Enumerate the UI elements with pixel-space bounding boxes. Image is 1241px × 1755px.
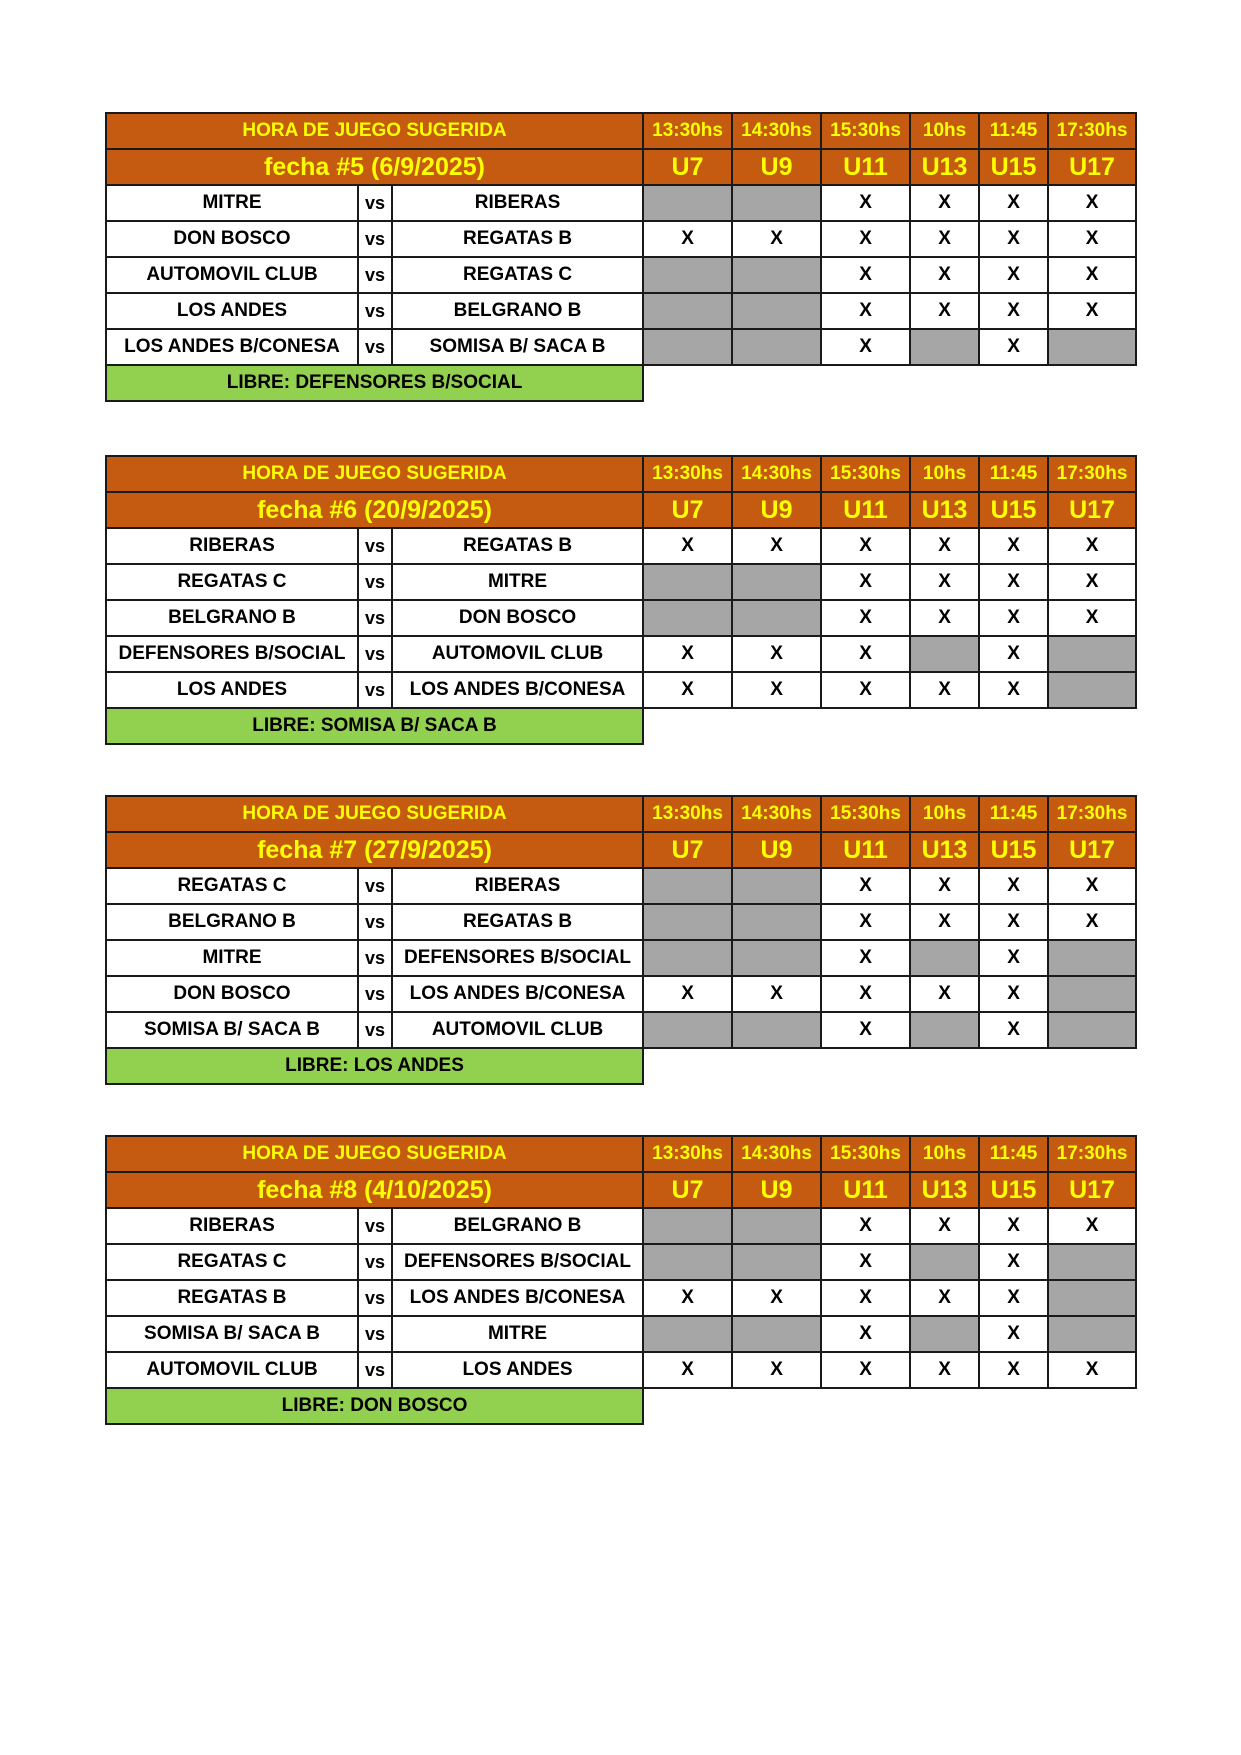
category-plays-cell: X	[979, 293, 1048, 329]
suggested-time-row	[106, 796, 1136, 832]
category-not-played-cell	[643, 1208, 732, 1244]
category-plays-cell: X	[821, 221, 910, 257]
category-not-played-cell	[643, 600, 732, 636]
match-row	[106, 1352, 1136, 1388]
category-plays-cell: X	[821, 1280, 910, 1316]
category-not-played-cell	[1048, 1280, 1136, 1316]
match-row	[106, 1244, 1136, 1280]
home-team: LOS ANDES B/CONESA	[106, 329, 358, 365]
category-plays-cell: X	[979, 528, 1048, 564]
category-name: U15	[979, 832, 1048, 868]
category-plays-cell: X	[643, 528, 732, 564]
category-name: U9	[732, 492, 821, 528]
category-plays-cell: X	[979, 185, 1048, 221]
category-not-played-cell	[643, 1244, 732, 1280]
category-plays-cell: X	[979, 940, 1048, 976]
category-plays-cell: X	[1048, 1352, 1136, 1388]
category-plays-cell: X	[821, 600, 910, 636]
category-plays-cell: X	[821, 293, 910, 329]
fixture-table	[105, 795, 1135, 1085]
empty-cell	[643, 1388, 1136, 1424]
category-plays-cell: X	[910, 185, 979, 221]
category-plays-cell: X	[910, 528, 979, 564]
away-team: AUTOMOVIL CLUB	[392, 1012, 643, 1048]
category-plays-cell: X	[821, 904, 910, 940]
matchday-title: fecha #7 (27/9/2025)	[106, 832, 643, 868]
vs-label: vs	[358, 1244, 392, 1280]
vs-label: vs	[358, 672, 392, 708]
suggested-time-label: HORA DE JUEGO SUGERIDA	[106, 456, 643, 492]
away-team: BELGRANO B	[392, 293, 643, 329]
category-plays-cell: X	[979, 1280, 1048, 1316]
category-plays-cell: X	[1048, 221, 1136, 257]
category-name: U13	[910, 832, 979, 868]
away-team: LOS ANDES	[392, 1352, 643, 1388]
category-name: U15	[979, 1172, 1048, 1208]
category-plays-cell: X	[732, 636, 821, 672]
category-not-played-cell	[643, 293, 732, 329]
category-not-played-cell	[1048, 1244, 1136, 1280]
category-name: U9	[732, 832, 821, 868]
category-not-played-cell	[643, 257, 732, 293]
suggested-time-label: HORA DE JUEGO SUGERIDA	[106, 796, 643, 832]
vs-label: vs	[358, 940, 392, 976]
category-plays-cell: X	[979, 1316, 1048, 1352]
category-name: U9	[732, 1172, 821, 1208]
category-not-played-cell	[732, 185, 821, 221]
category-plays-cell: X	[643, 1280, 732, 1316]
vs-label: vs	[358, 221, 392, 257]
bye-team: LIBRE: DEFENSORES B/SOCIAL	[106, 365, 643, 401]
home-team: REGATAS C	[106, 868, 358, 904]
match-row	[106, 257, 1136, 293]
category-not-played-cell	[732, 1316, 821, 1352]
away-team: BELGRANO B	[392, 1208, 643, 1244]
category-plays-cell: X	[821, 1316, 910, 1352]
vs-label: vs	[358, 329, 392, 365]
vs-label: vs	[358, 257, 392, 293]
category-plays-cell: X	[910, 1280, 979, 1316]
category-not-played-cell	[910, 1316, 979, 1352]
category-time: 11:45	[979, 796, 1048, 832]
away-team: MITRE	[392, 564, 643, 600]
category-time: 17:30hs	[1048, 796, 1136, 832]
vs-label: vs	[358, 600, 392, 636]
away-team: DON BOSCO	[392, 600, 643, 636]
category-plays-cell: X	[732, 221, 821, 257]
category-plays-cell: X	[910, 904, 979, 940]
home-team: BELGRANO B	[106, 904, 358, 940]
category-plays-cell: X	[643, 636, 732, 672]
category-name: U17	[1048, 1172, 1136, 1208]
category-plays-cell: X	[979, 257, 1048, 293]
category-not-played-cell	[1048, 636, 1136, 672]
category-plays-cell: X	[910, 257, 979, 293]
away-team: DEFENSORES B/SOCIAL	[392, 940, 643, 976]
category-name: U7	[643, 1172, 732, 1208]
schedule-table	[105, 112, 1137, 402]
match-row	[106, 1280, 1136, 1316]
home-team: DEFENSORES B/SOCIAL	[106, 636, 358, 672]
home-team: REGATAS C	[106, 564, 358, 600]
category-name: U17	[1048, 149, 1136, 185]
category-plays-cell: X	[821, 528, 910, 564]
category-plays-cell: X	[910, 976, 979, 1012]
category-plays-cell: X	[1048, 904, 1136, 940]
category-plays-cell: X	[979, 976, 1048, 1012]
category-not-played-cell	[732, 868, 821, 904]
category-plays-cell: X	[821, 940, 910, 976]
category-plays-cell: X	[1048, 868, 1136, 904]
category-time: 15:30hs	[821, 1136, 910, 1172]
suggested-time-label: HORA DE JUEGO SUGERIDA	[106, 113, 643, 149]
category-plays-cell: X	[979, 636, 1048, 672]
home-team: DON BOSCO	[106, 976, 358, 1012]
bye-row	[106, 1048, 1136, 1084]
category-plays-cell: X	[821, 868, 910, 904]
category-not-played-cell	[910, 1012, 979, 1048]
match-row	[106, 904, 1136, 940]
category-name: U13	[910, 1172, 979, 1208]
category-plays-cell: X	[643, 1352, 732, 1388]
matchday-title: fecha #6 (20/9/2025)	[106, 492, 643, 528]
category-time: 10hs	[910, 1136, 979, 1172]
vs-label: vs	[358, 293, 392, 329]
empty-cell	[643, 708, 1136, 744]
category-not-played-cell	[643, 940, 732, 976]
away-team: LOS ANDES B/CONESA	[392, 1280, 643, 1316]
category-plays-cell: X	[821, 976, 910, 1012]
category-plays-cell: X	[821, 1012, 910, 1048]
category-not-played-cell	[910, 636, 979, 672]
match-row	[106, 221, 1136, 257]
match-row	[106, 940, 1136, 976]
schedule-table	[105, 455, 1137, 745]
vs-label: vs	[358, 185, 392, 221]
category-not-played-cell	[732, 329, 821, 365]
category-time: 14:30hs	[732, 796, 821, 832]
category-plays-cell: X	[821, 1244, 910, 1280]
category-time: 11:45	[979, 1136, 1048, 1172]
suggested-time-label: HORA DE JUEGO SUGERIDA	[106, 1136, 643, 1172]
vs-label: vs	[358, 868, 392, 904]
vs-label: vs	[358, 1352, 392, 1388]
category-plays-cell: X	[979, 672, 1048, 708]
match-row	[106, 1316, 1136, 1352]
category-not-played-cell	[732, 257, 821, 293]
schedule-table	[105, 1135, 1137, 1425]
category-plays-cell: X	[821, 672, 910, 708]
category-not-played-cell	[732, 1244, 821, 1280]
category-plays-cell: X	[821, 1352, 910, 1388]
vs-label: vs	[358, 1280, 392, 1316]
category-not-played-cell	[1048, 940, 1136, 976]
category-not-played-cell	[643, 185, 732, 221]
category-plays-cell: X	[979, 904, 1048, 940]
away-team: SOMISA B/ SACA B	[392, 329, 643, 365]
matchday-title: fecha #5 (6/9/2025)	[106, 149, 643, 185]
suggested-time-row	[106, 456, 1136, 492]
home-team: MITRE	[106, 185, 358, 221]
category-plays-cell: X	[821, 257, 910, 293]
fixture-table	[105, 455, 1135, 745]
away-team: LOS ANDES B/CONESA	[392, 976, 643, 1012]
category-not-played-cell	[732, 293, 821, 329]
category-not-played-cell	[910, 329, 979, 365]
category-plays-cell: X	[979, 1012, 1048, 1048]
matchday-row	[106, 1172, 1136, 1208]
home-team: RIBERAS	[106, 528, 358, 564]
category-name: U15	[979, 149, 1048, 185]
category-name: U7	[643, 492, 732, 528]
home-team: LOS ANDES	[106, 672, 358, 708]
matchday-row	[106, 492, 1136, 528]
vs-label: vs	[358, 904, 392, 940]
category-plays-cell: X	[910, 293, 979, 329]
schedule-table	[105, 795, 1137, 1085]
category-time: 17:30hs	[1048, 113, 1136, 149]
home-team: REGATAS C	[106, 1244, 358, 1280]
category-name: U13	[910, 149, 979, 185]
category-time: 13:30hs	[643, 1136, 732, 1172]
match-row	[106, 293, 1136, 329]
category-not-played-cell	[732, 904, 821, 940]
home-team: SOMISA B/ SACA B	[106, 1316, 358, 1352]
category-plays-cell: X	[979, 1208, 1048, 1244]
category-time: 14:30hs	[732, 113, 821, 149]
vs-label: vs	[358, 1012, 392, 1048]
bye-team: LIBRE: SOMISA B/ SACA B	[106, 708, 643, 744]
category-not-played-cell	[732, 1208, 821, 1244]
category-plays-cell: X	[643, 672, 732, 708]
suggested-time-row	[106, 113, 1136, 149]
category-plays-cell: X	[910, 1352, 979, 1388]
suggested-time-row	[106, 1136, 1136, 1172]
match-row	[106, 564, 1136, 600]
category-plays-cell: X	[910, 564, 979, 600]
category-plays-cell: X	[910, 1208, 979, 1244]
away-team: REGATAS C	[392, 257, 643, 293]
category-not-played-cell	[643, 904, 732, 940]
category-not-played-cell	[643, 1316, 732, 1352]
category-plays-cell: X	[1048, 564, 1136, 600]
matchday-row	[106, 832, 1136, 868]
category-time: 15:30hs	[821, 113, 910, 149]
category-name: U13	[910, 492, 979, 528]
vs-label: vs	[358, 528, 392, 564]
home-team: AUTOMOVIL CLUB	[106, 257, 358, 293]
away-team: REGATAS B	[392, 528, 643, 564]
category-time: 10hs	[910, 456, 979, 492]
bye-team: LIBRE: DON BOSCO	[106, 1388, 643, 1424]
category-plays-cell: X	[979, 564, 1048, 600]
category-plays-cell: X	[821, 564, 910, 600]
vs-label: vs	[358, 636, 392, 672]
bye-row	[106, 708, 1136, 744]
home-team: REGATAS B	[106, 1280, 358, 1316]
category-plays-cell: X	[979, 329, 1048, 365]
match-row	[106, 976, 1136, 1012]
home-team: LOS ANDES	[106, 293, 358, 329]
category-not-played-cell	[732, 940, 821, 976]
category-name: U7	[643, 832, 732, 868]
category-not-played-cell	[643, 1012, 732, 1048]
category-name: U17	[1048, 492, 1136, 528]
category-name: U11	[821, 492, 910, 528]
match-row	[106, 185, 1136, 221]
category-plays-cell: X	[910, 868, 979, 904]
vs-label: vs	[358, 564, 392, 600]
category-plays-cell: X	[910, 600, 979, 636]
category-plays-cell: X	[732, 672, 821, 708]
category-plays-cell: X	[732, 1280, 821, 1316]
category-plays-cell: X	[979, 600, 1048, 636]
category-plays-cell: X	[1048, 600, 1136, 636]
category-plays-cell: X	[821, 636, 910, 672]
category-plays-cell: X	[1048, 528, 1136, 564]
category-name: U17	[1048, 832, 1136, 868]
category-not-played-cell	[643, 329, 732, 365]
category-not-played-cell	[910, 1244, 979, 1280]
home-team: AUTOMOVIL CLUB	[106, 1352, 358, 1388]
category-plays-cell: X	[732, 976, 821, 1012]
category-plays-cell: X	[979, 1352, 1048, 1388]
match-row	[106, 329, 1136, 365]
away-team: REGATAS B	[392, 221, 643, 257]
category-not-played-cell	[732, 1012, 821, 1048]
category-plays-cell: X	[732, 1352, 821, 1388]
category-not-played-cell	[1048, 329, 1136, 365]
home-team: MITRE	[106, 940, 358, 976]
away-team: RIBERAS	[392, 868, 643, 904]
category-name: U11	[821, 832, 910, 868]
category-not-played-cell	[910, 940, 979, 976]
match-row	[106, 1012, 1136, 1048]
category-plays-cell: X	[643, 976, 732, 1012]
away-team: AUTOMOVIL CLUB	[392, 636, 643, 672]
match-row	[106, 868, 1136, 904]
category-not-played-cell	[732, 600, 821, 636]
category-not-played-cell	[643, 564, 732, 600]
category-not-played-cell	[1048, 1316, 1136, 1352]
empty-cell	[643, 365, 1136, 401]
category-plays-cell: X	[821, 1208, 910, 1244]
away-team: REGATAS B	[392, 904, 643, 940]
category-time: 10hs	[910, 113, 979, 149]
category-plays-cell: X	[732, 528, 821, 564]
category-time: 15:30hs	[821, 456, 910, 492]
category-time: 11:45	[979, 113, 1048, 149]
home-team: BELGRANO B	[106, 600, 358, 636]
category-time: 15:30hs	[821, 796, 910, 832]
fixture-table	[105, 1135, 1135, 1425]
category-name: U7	[643, 149, 732, 185]
category-plays-cell: X	[979, 868, 1048, 904]
home-team: DON BOSCO	[106, 221, 358, 257]
away-team: DEFENSORES B/SOCIAL	[392, 1244, 643, 1280]
match-row	[106, 600, 1136, 636]
category-time: 17:30hs	[1048, 456, 1136, 492]
category-plays-cell: X	[979, 221, 1048, 257]
category-name: U11	[821, 1172, 910, 1208]
category-plays-cell: X	[821, 329, 910, 365]
bye-row	[106, 1388, 1136, 1424]
category-name: U9	[732, 149, 821, 185]
home-team: RIBERAS	[106, 1208, 358, 1244]
category-time: 10hs	[910, 796, 979, 832]
category-plays-cell: X	[979, 1244, 1048, 1280]
category-not-played-cell	[1048, 672, 1136, 708]
category-time: 13:30hs	[643, 796, 732, 832]
category-time: 14:30hs	[732, 1136, 821, 1172]
matchday-row	[106, 149, 1136, 185]
match-row	[106, 672, 1136, 708]
category-plays-cell: X	[1048, 1208, 1136, 1244]
empty-cell	[643, 1048, 1136, 1084]
category-not-played-cell	[732, 564, 821, 600]
category-name: U15	[979, 492, 1048, 528]
home-team: SOMISA B/ SACA B	[106, 1012, 358, 1048]
category-time: 11:45	[979, 456, 1048, 492]
category-not-played-cell	[1048, 1012, 1136, 1048]
category-plays-cell: X	[821, 185, 910, 221]
fixture-table	[105, 112, 1135, 402]
away-team: RIBERAS	[392, 185, 643, 221]
category-plays-cell: X	[910, 221, 979, 257]
away-team: MITRE	[392, 1316, 643, 1352]
bye-team: LIBRE: LOS ANDES	[106, 1048, 643, 1084]
category-plays-cell: X	[1048, 293, 1136, 329]
match-row	[106, 1208, 1136, 1244]
match-row	[106, 636, 1136, 672]
vs-label: vs	[358, 976, 392, 1012]
match-row	[106, 528, 1136, 564]
category-not-played-cell	[1048, 976, 1136, 1012]
category-plays-cell: X	[643, 221, 732, 257]
category-time: 13:30hs	[643, 456, 732, 492]
vs-label: vs	[358, 1208, 392, 1244]
vs-label: vs	[358, 1316, 392, 1352]
category-plays-cell: X	[1048, 185, 1136, 221]
category-time: 17:30hs	[1048, 1136, 1136, 1172]
category-plays-cell: X	[1048, 257, 1136, 293]
bye-row	[106, 365, 1136, 401]
matchday-title: fecha #8 (4/10/2025)	[106, 1172, 643, 1208]
category-not-played-cell	[643, 868, 732, 904]
category-time: 13:30hs	[643, 113, 732, 149]
category-plays-cell: X	[910, 672, 979, 708]
category-time: 14:30hs	[732, 456, 821, 492]
away-team: LOS ANDES B/CONESA	[392, 672, 643, 708]
category-name: U11	[821, 149, 910, 185]
